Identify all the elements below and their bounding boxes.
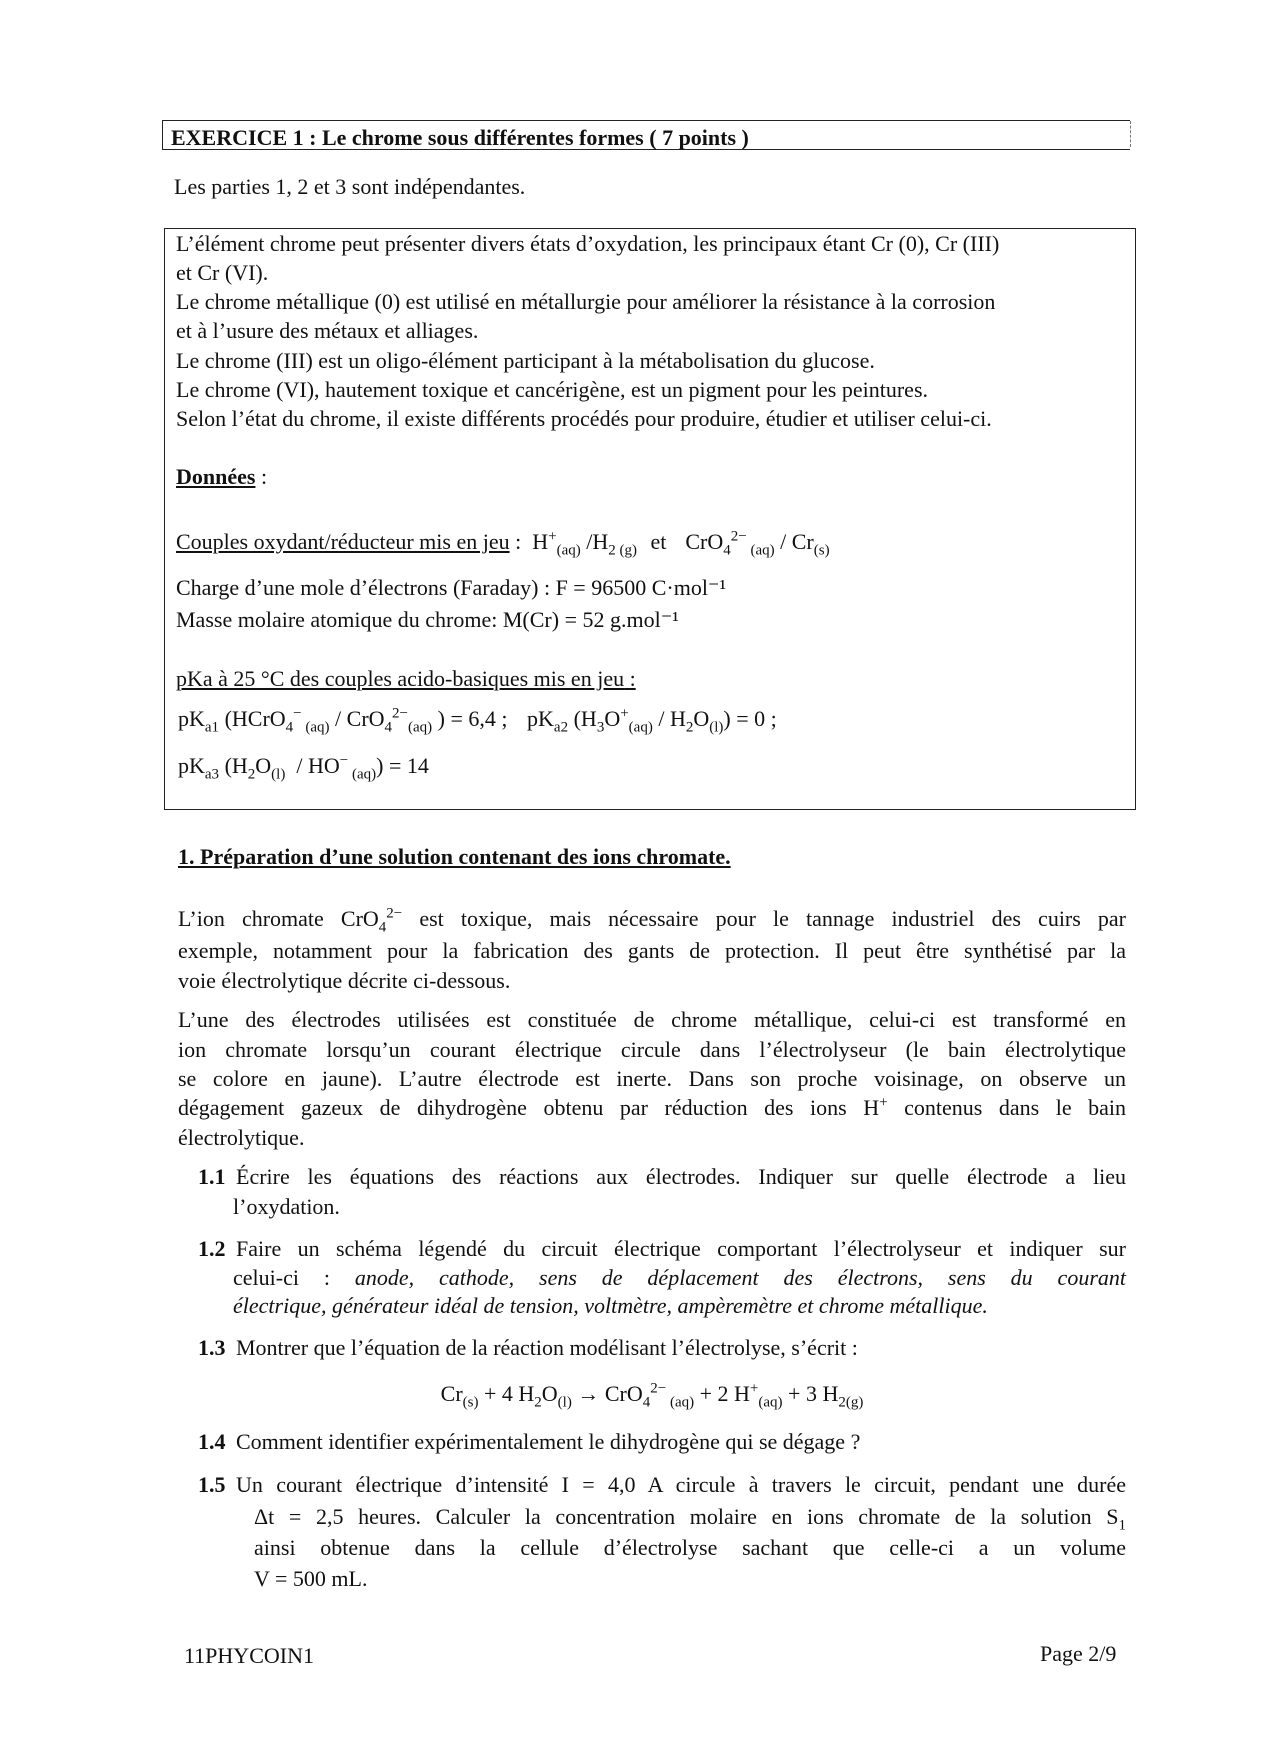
q12-line3: électrique, générateur idéal de tension, voltmètre, ampèremètre et chrome métallique.: [233, 1293, 988, 1318]
context-line: Le chrome (VI), hautement toxique et cancérigène, est un pigment pour les peintures.: [176, 377, 929, 402]
intro-text: Les parties 1, 2 et 3 sont indépendantes.: [174, 174, 526, 199]
couples-and: et: [650, 529, 667, 554]
pka3-line: [178, 752, 429, 783]
q14-line1: Comment identifier expérimentalement le dihydrogène qui se dégage ?: [236, 1429, 861, 1454]
p1-line1-a: L’ion chromate: [178, 906, 324, 931]
couples-colon: :: [509, 529, 522, 554]
q12-line1: Faire un schéma légendé du circuit électrique comportant l’électrolyseur et indiquer sur: [236, 1236, 1126, 1261]
context-line: L’élément chrome peut présenter divers états d’oxydation, les principaux étant Cr (0), Cr (III): [176, 231, 1000, 256]
couples-line: [176, 528, 830, 559]
q12-line2-a: celui-ci :: [233, 1265, 355, 1290]
chromate-formula: CrO$_4^{2-}$: [340, 905, 403, 936]
couple-h-formula: $H^+_{(aq)}$ $/H_{2 (g)}$: [526, 528, 637, 559]
pka1-pka2-line: [178, 705, 777, 736]
pka2-formula: $pK_{a2}$ $(H_3O^+_{(aq)} / H_2O_{(l)})$: [527, 705, 737, 736]
q11-line2: l’oxydation.: [233, 1194, 340, 1219]
context-line: et Cr (VI).: [176, 260, 269, 285]
q15-line4: V = 500 mL.: [254, 1566, 368, 1591]
section1-heading: 1. Préparation d’une solution contenant des ions chromate.: [178, 844, 731, 869]
pka-colon: :: [624, 666, 636, 691]
p1-line: exemple, notamment pour la fabrication des gants de protection. Il peut être synthétisé par la: [178, 938, 1126, 963]
donnees-label: Données: [176, 464, 256, 489]
donnees-colon: :: [255, 464, 268, 489]
footer-page-number: Page 2/9: [1040, 1641, 1117, 1666]
pka3-formula: $pK_{a3}$ ($H_2O_{(l)} / HO^-$ $_{(aq)}$): [178, 752, 389, 783]
p2-line4: dégagement gazeux de dihydrogène obtenu par réduction des ions H+ contenus dans le bain: [178, 1094, 1126, 1120]
electrolysis-equation: $Cr_{(s)} + 4$ $H_2O_{(l)} \to CrO_4^{2-}$ $_{(aq)}$ + 2 $H^+_{(aq)} + 3$ $H_{2(g)}$: [440, 1380, 864, 1411]
q11-line1: Écrire les équations des réactions aux électrodes. Indiquer sur quelle électrode a lieu: [236, 1164, 1126, 1189]
faraday-data: Charge d’une mole d’électrons (Faraday) : F = 96500 C·mol⁻¹: [176, 575, 727, 600]
q15-number: 1.5: [198, 1472, 226, 1497]
q12-number: 1.2: [198, 1236, 226, 1261]
context-line: Le chrome métallique (0) est utilisé en métallurgie pour améliorer la résistance à la corrosion: [176, 289, 996, 314]
p2-line: se colore en jaune). L’autre électrode est inerte. Dans son proche voisinage, on observe un: [178, 1066, 1126, 1091]
molar-mass-data: Masse molaire atomique du chrome: M(Cr) = 52 g.mol⁻¹: [176, 607, 679, 632]
donnees-heading: [176, 463, 267, 491]
p2-line5: électrolytique.: [178, 1125, 305, 1150]
pka1-formula: $pK_{a1}$ (HCrO$_4$− $_{(aq)}$ / CrO$_4^{2-}_{(aq)}$ ): [178, 705, 451, 736]
context-line: et à l’usure des métaux et alliages.: [176, 318, 479, 343]
pka1-value: = 6,4 ;: [450, 706, 508, 731]
q12-line2: [233, 1264, 1126, 1292]
p1-line1-b: est toxique, mais nécessaire pour le tannage industriel des cuirs par: [419, 906, 1127, 931]
pka2-value: = 0 ;: [736, 706, 777, 731]
exercise-title: EXERCICE 1 : Le chrome sous différentes formes ( 7 points ): [162, 120, 1130, 150]
footer-code: 11PHYCOIN1: [184, 1643, 314, 1668]
p2-line4-b: contenus dans le bain: [887, 1095, 1126, 1120]
q13-number: 1.3: [198, 1335, 226, 1360]
q15-line2: Δt = 2,5 heures. Calculer la concentration molaire en ions chromate de la solution $S_1$: [254, 1504, 1126, 1534]
pka3-value: = 14: [388, 753, 429, 778]
q14-number: 1.4: [198, 1429, 226, 1454]
p2-line4-a: dégagement gazeux de dihydrogène obtenu par réduction des ions H: [178, 1095, 880, 1120]
q15-line2-text: Δt = 2,5 heures. Calculer la concentration molaire en ions chromate de la solution S: [254, 1504, 1119, 1529]
q15-line3: ainsi obtenue dans la cellule d’électrolyse sachant que celle-ci a un volume: [254, 1535, 1126, 1560]
p1-line1: [178, 905, 1127, 936]
context-line: Le chrome (III) est un oligo-élément participant à la métabolisation du glucose.: [176, 348, 875, 373]
context-line: Selon l’état du chrome, il existe différents procédés pour produire, étudier et utiliser celui-ci.: [176, 406, 992, 431]
pka-heading: [176, 665, 636, 693]
couples-label: Couples oxydant/réducteur mis en jeu: [176, 529, 510, 554]
q15-line1: Un courant électrique d’intensité I = 4,0 A circule à travers le circuit, pendant une durée: [236, 1472, 1126, 1497]
couple-cr-formula: CrO$_4^{2-}$ $_{(aq)} / Cr_{(s)}$: [679, 528, 830, 559]
q12-line2-b: anode, cathode, sens de déplacement des électrons, sens du courant: [354, 1265, 1126, 1290]
p2-line: ion chromate lorsqu’un courant électrique circule dans l’électrolyseur (le bain électrolytique: [178, 1037, 1126, 1062]
pka-label: pKa à 25 °C des couples acido-basiques mis en jeu: [176, 666, 625, 691]
q11-number: 1.1: [198, 1164, 226, 1189]
q13-line1: Montrer que l’équation de la réaction modélisant l’électrolyse, s’écrit :: [236, 1335, 858, 1360]
p1-line: voie électrolytique décrite ci-dessous.: [178, 968, 511, 993]
p2-line: L’une des électrodes utilisées est constituée de chrome métallique, celui-ci est transformé en: [178, 1007, 1126, 1032]
